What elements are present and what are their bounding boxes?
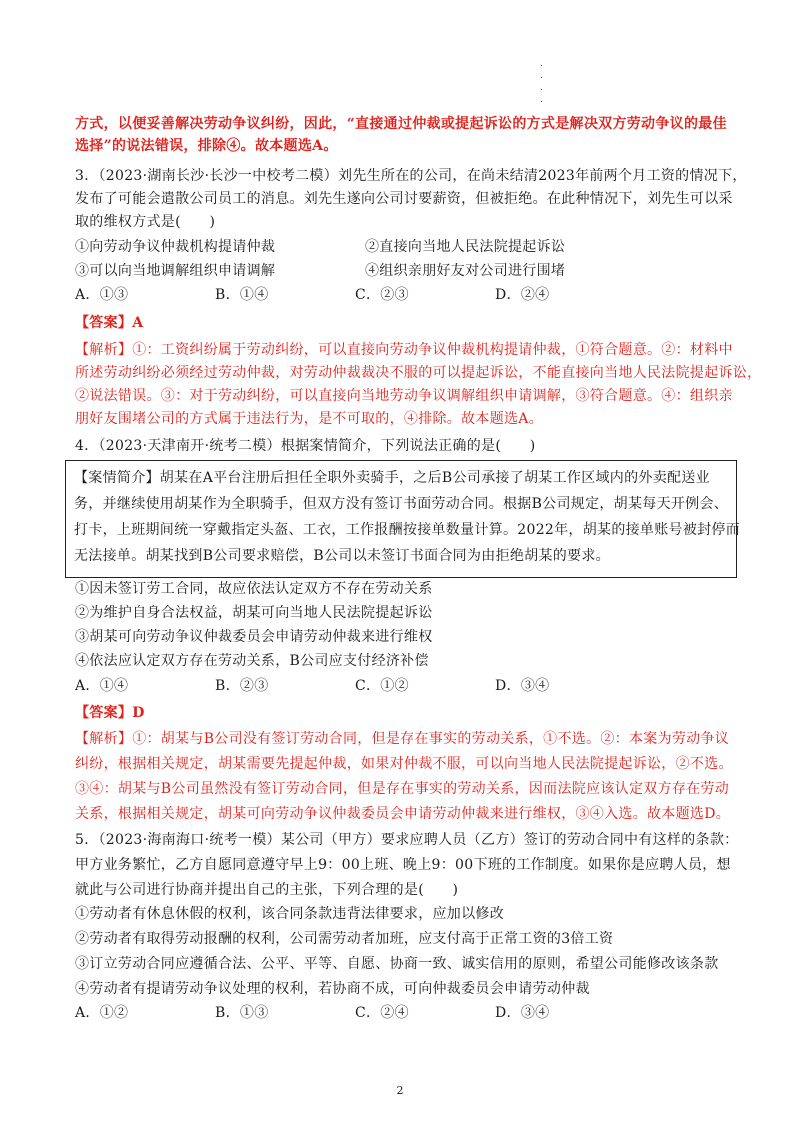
case-line: 无法接单。胡某找到B公司要求赔偿，B公司以未签订书面合同为由拒绝胡某的要求。: [74, 548, 610, 564]
q3-statements-row-2: [75, 261, 565, 281]
q5-statement: ②劳动者有取得劳动报酬的权利，公司需劳动者加班，应支付高于正常工资的3倍工资: [75, 931, 614, 947]
q4-analysis-line: 【解析】①：胡某与B公司没有签订劳动合同，但是存在事实的劳动关系，①不选。②：本案为劳动争议: [75, 731, 730, 747]
q4-stem-line-1: 4．（2023·天津南开·统考二模）根据案情简介，下列说法正确的是( ): [75, 438, 536, 454]
q3-answer: 【答案】A: [75, 315, 144, 331]
q4-analysis-line: 关系，根据相关规定，胡某可向劳动争议仲裁委员会申请劳动仲裁来进行维权，③④入选。故本题选D。: [75, 806, 731, 822]
q5-statement: ④劳动者有提请劳动争议处理的权利，若协商不成，可向仲裁委员会申请劳动仲裁: [75, 981, 590, 997]
q5-statement: ③订立劳动合同应遵循合法、公平、平等、自愿、协商一致、诚实信用的原则，希望公司能修改该条款: [75, 956, 719, 972]
q3-analysis-line: ②说法错误。③：对于劳动纠纷，可以直接向当地劳动争议调解组织申请调解，③符合题意。④：组织亲: [75, 388, 733, 404]
q3-analysis-line: 【解析】①：工资纠纷属于劳动纠纷，可以直接向劳动争议仲裁机构提请仲裁，①符合题意。②：材料中: [75, 342, 733, 358]
page-number: 2: [396, 1084, 404, 1097]
q5-options: [75, 1003, 549, 1023]
q5-option: C．②④: [355, 1005, 409, 1021]
q3-option: D．②④: [495, 287, 550, 303]
case-line: 务，并继续使用胡某作为全职骑手，但双方没有签订书面劳动合同。根据B公司规定，胡某每天开例会、: [74, 496, 729, 512]
case-line: 【案情简介】胡某在A平台注册后担任全职外卖骑手，之后B公司承接了胡某工作区域内的外卖配送业: [74, 470, 710, 486]
q4-option: C．①②: [355, 678, 409, 694]
intro-answer-line-2: 选择”的说法错误，排除④。故本题选A。: [75, 138, 338, 154]
q3-statement: ①向劳动争议仲裁机构提请仲裁: [75, 239, 276, 255]
q4-analysis-line: 纠纷，根据相关规定，胡某需要先提起仲裁，如果对仲裁不服，可以向当地人民法院提起诉讼，②不选。: [75, 756, 733, 772]
q3-stem-line-3: 取的维权方式是( ): [75, 214, 216, 230]
q3-option: C．②③: [355, 287, 409, 303]
q3-statements-row-1: [75, 237, 565, 257]
case-line: 打卡，上班期间统一穿戴指定头盔、工衣，工作报酬按接单数量计算。2022年，胡某的接单账号被封停而: [74, 522, 741, 538]
case-summary-box: [65, 460, 741, 578]
q3-statement: ④组织亲朋好友对公司进行围堵: [365, 263, 566, 279]
q3-options: [75, 285, 549, 305]
q4-statement: ①因未签订劳工合同，故应依法认定双方不存在劳动关系: [75, 581, 433, 597]
q5-option: D．③④: [495, 1005, 550, 1021]
q4-options: [75, 676, 549, 696]
q3-stem-line-2: 发布了可能会遣散公司员工的消息。刘先生遂向公司讨要薪资，但被拒绝。在此种情况下，刘先生可以采: [75, 191, 733, 207]
q5-statement: ①劳动者有休息休假的权利，该合同条款违背法律要求，应加以修改: [75, 906, 504, 922]
q5-stem-line-2: 甲方业务繁忙，乙方自愿同意遵守早上9：00上班、晚上9：00下班的工作制度。如果你是应聘人员，想: [75, 857, 731, 873]
q4-statement: ④依法应认定双方存在劳动关系，B公司应支付经济补偿: [75, 653, 429, 669]
q4-statement: ②为维护自身合法权益，胡某可向当地人民法院提起诉讼: [75, 605, 433, 621]
q5-stem-line-3: 就此与公司进行协商并提出自己的主张，下列合理的是( ): [75, 882, 459, 898]
q3-option: A．①③: [75, 287, 129, 303]
intro-answer-line-1: 方式，以便妥善解决劳动争议纠纷，因此，“直接通过仲裁或提起诉讼的方式是解决双方劳动争议的最佳: [75, 116, 727, 132]
q4-answer: 【答案】D: [75, 705, 145, 721]
margin-dots: . . . .: [540, 59, 543, 105]
q5-stem-line-1: 5．（2023·海南海口·统考一模）某公司（甲方）要求应聘人员（乙方）签订的劳动合同中有这样的条款：: [75, 832, 739, 848]
q3-option: B．①④: [215, 287, 269, 303]
q4-option: A．①④: [75, 678, 129, 694]
q3-statement: ②直接向当地人民法院提起诉讼: [365, 239, 566, 255]
q3-stem-line-1: 3．（2023·湖南长沙·长沙一中校考二模）刘先生所在的公司，在尚未结清2023年前两个月工资的情况下，: [75, 168, 747, 184]
q4-option: D．③④: [495, 678, 550, 694]
q3-analysis-line: 朋好友围堵公司的方式属于违法行为，是不可取的，④排除。故本题选A。: [75, 411, 544, 427]
q3-analysis-line: 所述劳动纠纷必须经过劳动仲裁，对劳动仲裁裁决不服的可以提起诉讼，不能直接向当地人民法院提起诉讼，: [75, 365, 762, 381]
q3-statement: ③可以向当地调解组织申请调解: [75, 263, 276, 279]
q4-analysis-line: ③④：胡某与B公司虽然没有签订劳动合同，但是存在事实的劳动关系，因而法院应该认定双方存在劳动: [75, 781, 730, 797]
q4-option: B．②③: [215, 678, 269, 694]
q5-option: A．①②: [75, 1005, 129, 1021]
q4-statement: ③胡某可向劳动争议仲裁委员会申请劳动仲裁来进行维权: [75, 629, 433, 645]
q5-option: B．①③: [215, 1005, 269, 1021]
